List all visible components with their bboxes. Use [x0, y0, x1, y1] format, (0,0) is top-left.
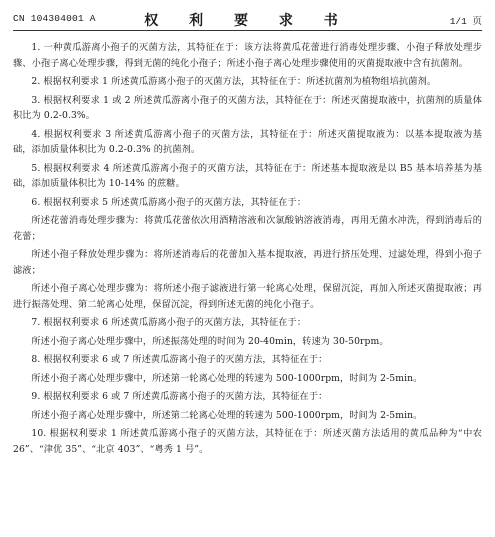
- claims-body: [13, 40, 482, 460]
- header-rule: [13, 30, 482, 31]
- claim-10: 10. 根据权利要求 1 所述黄瓜游离小孢子的灭菌方法，其特征在于：所述灭菌方法适用的黄瓜品种为“中农 26”、“津优 35”、“北京 403”、“粤秀 1 号”。: [13, 428, 482, 455]
- claim-8-detail: 所述小孢子离心处理步骤中，所述第一轮离心处理的转速为 500-1000rpm，时间为 2-5min。: [31, 372, 423, 384]
- claim-2: 2. 根据权利要求 1 所述黄瓜游离小孢子的灭菌方法，其特征在于：所述抗菌剂为植物组培抗菌剂。: [31, 76, 437, 87]
- claim-3: 3. 根据权利要求 1 或 2 所述黄瓜游离小孢子的灭菌方法，其特征在于：所述灭菌提取液中，抗菌剂的质量体积比为 0.2-0.3%。: [13, 94, 482, 121]
- publication-number: CN 104304001 A: [13, 13, 96, 24]
- claim-9: 9. 根据权利要求 6 或 7 所述黄瓜游离小孢子的灭菌方法，其特征在于：: [31, 391, 328, 402]
- claim-8: 8. 根据权利要求 6 或 7 所述黄瓜游离小孢子的灭菌方法，其特征在于：: [31, 354, 328, 365]
- claim-6-step-disinfection: 所述花蕾消毒处理步骤为：将黄瓜花蕾依次用酒精溶液和次氯酸钠溶液消毒，再用无菌水冲洗，得到消毒后的花蕾；: [13, 215, 482, 242]
- claim-5: 5. 根据权利要求 4 所述黄瓜游离小孢子的灭菌方法，其特征在于：所述基本提取液是以 B5 基本培养基为基础，添加质量体积比为 10-14% 的蔗糖。: [13, 162, 482, 189]
- claim-6: 6. 根据权利要求 5 所述黄瓜游离小孢子的灭菌方法，其特征在于：: [31, 196, 307, 208]
- claim-1: 1. 一种黄瓜游离小孢子的灭菌方法，其特征在于：该方法将黄瓜花蕾进行消毒处理步骤、小孢子释放处理步骤、小孢子离心处理步骤，得到无菌的纯化小孢子；所述小孢子离心处理步骤使用的灭菌提取液中含有抗菌剂。: [13, 42, 482, 69]
- claim-7-detail: 所述小孢子离心处理步骤中，所述振荡处理的时间为 20-40min，转速为 30-50rpm。: [31, 335, 389, 347]
- page-header: [0, 0, 495, 32]
- page-number: 1/1 页: [449, 16, 482, 27]
- document-title: 权 利 要 求 书: [144, 13, 351, 29]
- claim-6-step-release: 所述小孢子释放处理步骤为：将所述消毒后的花蕾加入基本提取液，再进行挤压处理、过滤处理，得到小孢子滤液；: [13, 249, 482, 276]
- claim-4: 4. 根据权利要求 3 所述黄瓜游离小孢子的灭菌方法，其特征在于：所述灭菌提取液为：以基本提取液为基础，添加质量体积比为 0.2-0.3% 的抗菌剂。: [13, 128, 482, 155]
- claim-9-detail: 所述小孢子离心处理步骤中，所述第二轮离心处理的转速为 500-1000rpm，时间为 2-5min。: [31, 409, 423, 421]
- claim-7: 7. 根据权利要求 6 所述黄瓜游离小孢子的灭菌方法，其特征在于：: [31, 317, 307, 328]
- claim-6-step-centrifuge: 所述小孢子离心处理步骤为：将所述小孢子滤液进行第一轮离心处理，保留沉淀，再加入所述灭菌提取液；再进行振荡处理、第二轮离心处理，保留沉淀，得到所述无菌的纯化小孢子。: [13, 283, 482, 310]
